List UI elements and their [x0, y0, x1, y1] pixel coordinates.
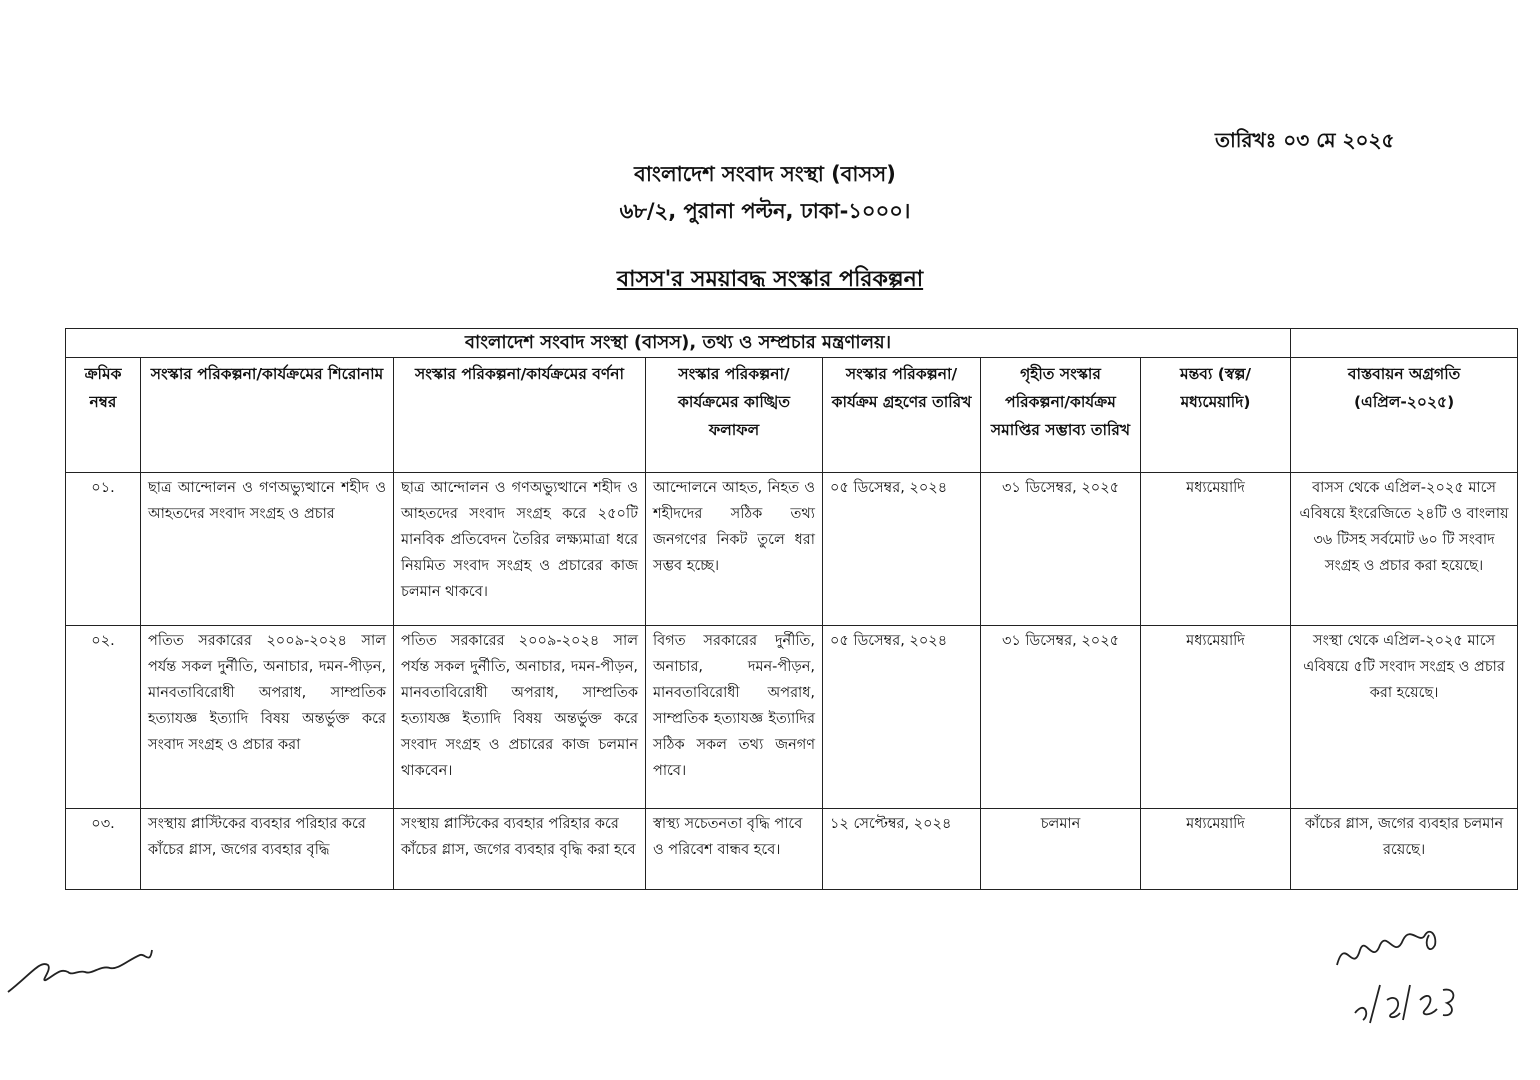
reform-plan-table: [65, 328, 1518, 890]
header-end-date: গৃহীত সংস্কার পরিকল্পনা/কার্যক্রম সমাপ্তির সম্ভাব্য তারিখ: [981, 358, 1141, 473]
header-remarks: মন্তব্য (স্বল্প/মধ্যমেয়াদি): [1141, 358, 1291, 473]
cell-remarks: মধ্যমেয়াদি: [1141, 809, 1291, 890]
header-serial: ক্রমিক নম্বর: [66, 358, 141, 473]
table-band-empty: [1291, 329, 1518, 358]
cell-progress: সংস্থা থেকে এপ্রিল-২০২৫ মাসে এবিষয়ে ৫টি সংবাদ সংগ্রহ ও প্রচার করা হয়েছে।: [1291, 626, 1518, 809]
header-description: সংস্কার পরিকল্পনা/কার্যক্রমের বর্ণনা: [394, 358, 646, 473]
cell-expected-outcome: বিগত সরকারের দুর্নীতি, অনাচার, দমন-পীড়ন, মানবতাবিরোধী অপরাধ, সাম্প্রতিক হত্যাযজ্ঞ ইত্যাদির সঠিক সকল তথ্য জনগণ পাবে।: [646, 626, 823, 809]
header-title: সংস্কার পরিকল্পনা/কার্যক্রমের শিরোনাম: [141, 358, 394, 473]
signature-right: [1325, 905, 1495, 1030]
header-progress: বাস্তবায়ন অগ্রগতি (এপ্রিল-২০২৫): [1291, 358, 1518, 473]
cell-description: সংস্থায় প্লাস্টিকের ব্যবহার পরিহার করে কাঁচের গ্লাস, জগের ব্যবহার বৃদ্ধি করা হবে: [394, 809, 646, 890]
cell-expected-outcome: আন্দোলনে আহত, নিহত ও শহীদদের সঠিক তথ্য জনগণের নিকট তুলে ধরা সম্ভব হচ্ছে।: [646, 473, 823, 626]
cell-title: ছাত্র আন্দোলন ও গণঅভ্যুত্থানে শহীদ ও আহতদের সংবাদ সংগ্রহ ও প্রচার: [141, 473, 394, 626]
cell-expected-outcome: স্বাস্থ্য সচেতনতা বৃদ্ধি পাবে ও পরিবেশ বান্ধব হবে।: [646, 809, 823, 890]
cell-end-date: ৩১ ডিসেম্বর, ২০২৫: [981, 626, 1141, 809]
cell-start-date: ১২ সেপ্টেম্বর, ২০২৪: [823, 809, 981, 890]
cell-remarks: মধ্যমেয়াদি: [1141, 626, 1291, 809]
table-row: [66, 473, 1518, 626]
document-title-text: বাসস'র সময়াবদ্ধ সংস্কার পরিকল্পনা: [616, 267, 924, 292]
cell-progress: বাসস থেকে এপ্রিল-২০২৫ মাসে এবিষয়ে ইংরেজিতে ২৪টি ও বাংলায় ৩৬ টিসহ সর্বমোট ৬০ টি সংবাদ সংগ্রহ ও প্রচার করা হয়েছে।: [1291, 473, 1518, 626]
table-band-title: বাংলাদেশ সংবাদ সংস্থা (বাসস), তথ্য ও সম্প্রচার মন্ত্রণালয়।: [66, 329, 1291, 358]
cell-title: পতিত সরকারের ২০০৯-২০২৪ সাল পর্যন্ত সকল দুর্নীতি, অনাচার, দমন-পীড়ন, মানবতাবিরোধী অপরাধ, সাম্প্রতিক হত্যাযজ্ঞ ইত্যাদি বিষয় অন্তর্ভুক্ত করে সংবাদ সংগ্রহ ও প্রচার করা: [141, 626, 394, 809]
document-title: [0, 262, 1540, 299]
cell-serial: ০২.: [66, 626, 141, 809]
cell-title: সংস্থায় প্লাস্টিকের ব্যবহার পরিহার করে কাঁচের গ্লাস, জগের ব্যবহার বৃদ্ধি: [141, 809, 394, 890]
header-start-date: সংস্কার পরিকল্পনা/কার্যক্রম গ্রহণের তারিখ: [823, 358, 981, 473]
document-date: তারিখঃ ০৩ মে ২০২৫: [1215, 128, 1395, 152]
signature-left: [0, 920, 170, 1000]
table-header-row: [66, 358, 1518, 473]
organization-address: ৬৮/২, পুরানা পল্টন, ঢাকা-১০০০।: [619, 199, 911, 223]
cell-start-date: ০৫ ডিসেম্বর, ২০২৪: [823, 473, 981, 626]
cell-progress: কাঁচের গ্লাস, জগের ব্যবহার চলমান রয়েছে।: [1291, 809, 1518, 890]
cell-description: ছাত্র আন্দোলন ও গণঅভ্যুত্থানে শহীদ ও আহতদের সংবাদ সংগ্রহ করে ২৫০টি মানবিক প্রতিবেদন তৈরির লক্ষ্যমাত্রা ধরে নিয়মিত সংবাদ সংগ্রহ ও প্রচারের কাজ চলমান থাকবে।: [394, 473, 646, 626]
header-expected-outcome: সংস্কার পরিকল্পনা/কার্যক্রমের কাঙ্খিত ফলাফল: [646, 358, 823, 473]
organization-name: বাংলাদেশ সংবাদ সংস্থা (বাসস): [634, 162, 896, 186]
table-row: [66, 809, 1518, 890]
cell-remarks: মধ্যমেয়াদি: [1141, 473, 1291, 626]
cell-serial: ০৩.: [66, 809, 141, 890]
cell-end-date: ৩১ ডিসেম্বর, ২০২৫: [981, 473, 1141, 626]
table-row: [66, 626, 1518, 809]
cell-serial: ০১.: [66, 473, 141, 626]
cell-end-date: চলমান: [981, 809, 1141, 890]
cell-description: পতিত সরকারের ২০০৯-২০২৪ সাল পর্যন্ত সকল দুর্নীতি, অনাচার, দমন-পীড়ন, মানবতাবিরোধী অপরাধ, সাম্প্রতিক হত্যাযজ্ঞ ইত্যাদি বিষয় অন্তর্ভুক্ত করে সংবাদ সংগ্রহ ও প্রচারের কাজ চলমান থাকবেন।: [394, 626, 646, 809]
cell-start-date: ০৫ ডিসেম্বর, ২০২৪: [823, 626, 981, 809]
